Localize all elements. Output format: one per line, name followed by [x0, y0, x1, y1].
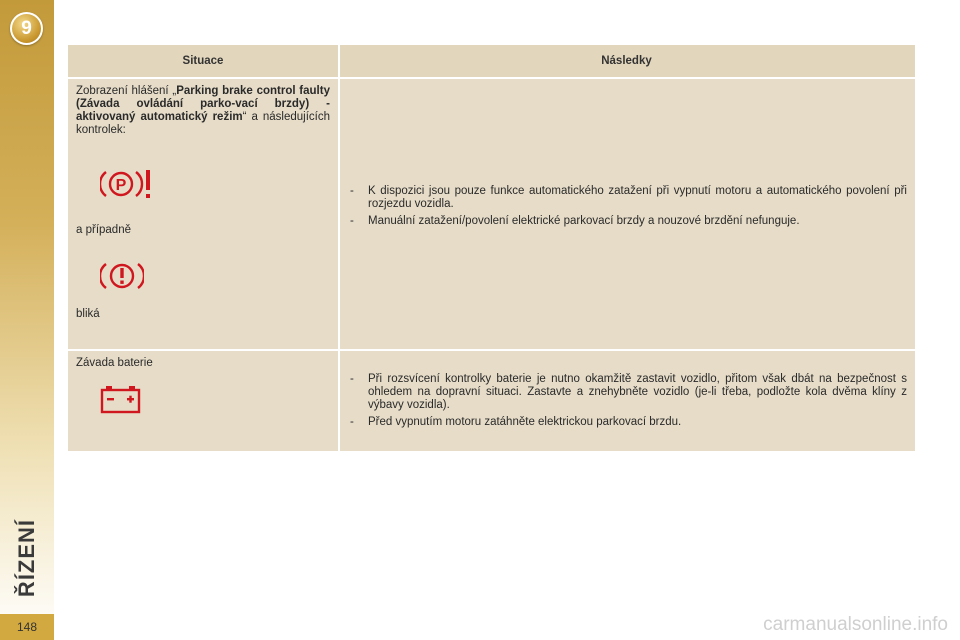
between-label: a případně [76, 224, 131, 236]
list-item: - Před vypnutím motoru zatáhněte elektrickou parkovací brzdu. [346, 416, 907, 429]
table-header-row [68, 45, 915, 79]
header-situation: Situace [68, 45, 340, 77]
watermark: carmanualsonline.info [763, 614, 948, 635]
situation-message [76, 85, 330, 137]
message-intro: Zobrazení hlášení „ [76, 85, 177, 97]
consequences-cell [340, 79, 915, 349]
list-item: - Manuální zatažení/povolení elektrické parkovací brzdy a nouzové brzdění nefunguje. [346, 215, 907, 228]
page-number [0, 614, 54, 640]
header-consequences: Následky [601, 55, 652, 67]
list-item: - K dispozici jsou pouze funkce automatického zatažení při vypnutí motoru a automatického povolení při rozjezdu vozidla. [346, 185, 907, 211]
table-row [68, 351, 915, 453]
page-number-text: 148 [16, 620, 38, 634]
after-label: bliká [76, 308, 100, 320]
message-outro: “ a následujících kontrolek: [76, 111, 330, 136]
list-item: - Při rozsvícení kontrolky baterie je nutno okamžitě zastavit vozidlo, přitom však dbát na bezpečnost s ohledem na dopravní situaci. Zastavte a znehybněte vozidlo (je-li třeba, podložte kola dvěma klíny z výbavy vozidla). [346, 373, 907, 412]
situation-cell [68, 79, 340, 349]
warnings-table [68, 45, 915, 453]
situation-label: Závada baterie [76, 357, 153, 369]
section-title [10, 518, 44, 598]
table-row [68, 79, 915, 351]
chapter-number: 9 [21, 17, 32, 39]
chapter-badge [10, 12, 43, 45]
message-bold: Parking brake control faulty (Závada ovládání parko-vací brzdy) - aktivovaný automatický režim [76, 85, 330, 123]
section-title-text: ŘÍZENÍ [14, 518, 39, 598]
battery-warning-icon [100, 384, 330, 419]
consequences-list [346, 185, 907, 228]
situation-cell [68, 351, 340, 451]
sidebar [0, 0, 54, 640]
brake-system-warning-icon [100, 259, 330, 298]
consequences-cell [340, 351, 915, 451]
parking-brake-warning-icon [100, 167, 330, 206]
consequences-list [346, 373, 907, 429]
svg-text:P: P [115, 177, 127, 194]
